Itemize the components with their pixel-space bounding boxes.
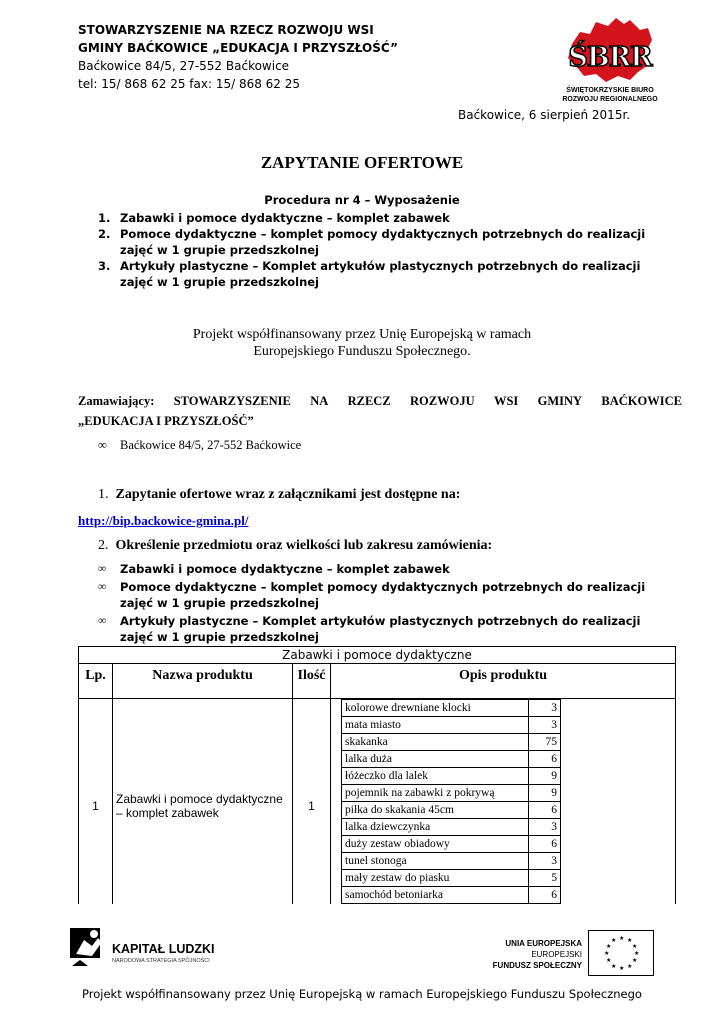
sbrr-logo-letters: ŚBRR	[568, 42, 652, 73]
procedure-item: 3. Artykuły plastyczne – Komplet artykułów plastycznych potrzebnych do realizacji zajęć w 1 grupie przedszkolnej	[98, 259, 641, 289]
project-statement: Projekt współfinansowany przez Unię Europejską w ramach Europejskiego Funduszu Społecznego.	[192, 327, 532, 359]
kapital-ludzki-subtitle: NARODOWA STRATEGIA SPÓJNOŚCI	[112, 958, 210, 964]
svg-text:★: ★	[619, 965, 625, 972]
ue-text: UNIA EUROPEJSKA EUROPEJSKI FUNDUSZ SPOŁECZNY	[492, 939, 582, 970]
products-table	[78, 646, 676, 914]
svg-text:★: ★	[606, 943, 612, 950]
svg-text:★: ★	[634, 950, 640, 957]
footer-text: Projekt współfinansowany przez Unię Europejską w ramach Europejskiego Funduszu Społecznego	[82, 987, 642, 1001]
table-caption: Zabawki i pomoce dydaktyczne	[79, 647, 676, 664]
item-row: mały zestaw do piasku 5	[342, 870, 561, 887]
sbrr-logo-caption: ŚWIĘTOKRZYSKIE BIURO ROZWOJU REGIONALNEGO	[562, 87, 658, 103]
section-1: 1. Zapytanie ofertowe wraz z załącznikami jest dostępne na:	[98, 487, 461, 502]
item-row: tunel stonoga 3	[342, 853, 561, 870]
item-row: pojemnik na zabawki z pokrywą 9	[342, 785, 561, 802]
scope-item: ∞ Artykuły plastyczne – Komplet artykułów plastycznych potrzebnych do realizacji zajęć w 1 grupie przedszkolnej	[98, 614, 641, 644]
procedure-item: 1. Zabawki i pomoce dydaktyczne – komplet zabawek	[98, 211, 450, 225]
item-row: lalka duża 6	[342, 751, 561, 768]
page-title: ZAPYTANIE OFERTOWE	[260, 153, 464, 172]
section-2: 2. Określenie przedmiotu oraz wielkości lub zakresu zamówienia:	[98, 538, 493, 553]
org-address: Baćkowice 84/5, 27-552 Baćkowice	[78, 59, 290, 73]
table-row: 1 Zabawki i pomoce dydaktyczne – komplet zabawek 1 kolorowe drewniane klocki 3 mata miasto 3 skakanka 75 lalka duża 6 łóżeczko dla lalek 9 pojemnik na zabawki z pokrywą 9 piłka do skakania 45cm 6 lalka dziewczynka 3 duży zestaw obiadowy 6 tunel stonoga 3 mały zestaw do piasku 5 samochód betoniarka 6	[79, 699, 676, 914]
kapital-ludzki-emblem	[68, 926, 108, 970]
ordering-party: Zamawiający: STOWARZYSZENIE NA RZECZ ROZWOJU WSI GMINY BAĆKOWICE „EDUKACJA I PRZYSZŁOŚĆ”	[78, 391, 682, 431]
svg-text:★: ★	[627, 937, 633, 944]
ordering-address: ∞ Baćkowice 84/5, 27-552 Baćkowice	[98, 438, 302, 452]
document-date: Baćkowice, 6 sierpień 2015r.	[458, 108, 631, 122]
svg-text:★: ★	[632, 957, 638, 964]
item-row: łóżeczko dla lalek 9	[342, 768, 561, 785]
header-name: Nazwa produktu	[113, 664, 293, 699]
svg-text:★: ★	[604, 950, 610, 957]
org-phone: tel: 15/ 868 62 25 fax: 15/ 868 62 25	[78, 77, 301, 91]
bip-link[interactable]: http://bip.backowice-gmina.pl/	[78, 513, 249, 528]
svg-text:★: ★	[632, 943, 638, 950]
eu-flag-icon	[588, 930, 654, 976]
svg-text:★: ★	[619, 935, 625, 942]
item-list	[341, 699, 561, 904]
svg-text:★: ★	[606, 957, 612, 964]
scope-item: ∞ Pomoce dydaktyczne – komplet pomocy dydaktycznych potrzebnych do realizacji zajęć w 1 grupie przedszkolnej	[98, 580, 646, 610]
org-name-line1: STOWARZYSZENIE NA RZECZ ROZWOJU WSI	[78, 23, 374, 37]
scope-list	[98, 561, 658, 647]
header-desc: Opis produktu	[331, 664, 676, 699]
kapital-ludzki-title: KAPITAŁ LUDZKI	[112, 942, 215, 956]
description-cell	[331, 699, 676, 914]
item-row: lalka dziewczynka 3	[342, 819, 561, 836]
header-lp: Lp.	[79, 664, 113, 699]
svg-text:★: ★	[627, 963, 633, 970]
scope-item: ∞ Zabawki i pomoce dydaktyczne – komplet zabawek	[98, 562, 450, 576]
org-name-line2: GMINY BAĆKOWICE „EDUKACJA I PRZYSZŁOŚĆ”	[78, 41, 399, 55]
ordering-label: Zamawiający:	[78, 394, 155, 408]
procedure-list	[98, 210, 658, 290]
item-row: skakanka 75	[342, 734, 561, 751]
item-row: duży zestaw obiadowy 6	[342, 836, 561, 853]
item-row: samochód betoniarka 6	[342, 887, 561, 904]
procedure-item: 2. Pomoce dydaktyczne – komplet pomocy dydaktycznych potrzebnych do realizacji zajęć w 1 grupie przedszkolnej	[98, 227, 646, 257]
svg-text:★: ★	[611, 937, 617, 944]
item-row: piłka do skakania 45cm 6	[342, 802, 561, 819]
svg-text:★: ★	[611, 963, 617, 970]
item-row: mata miasto 3	[342, 717, 561, 734]
header-qty: Ilość	[293, 664, 331, 699]
item-row: kolorowe drewniane klocki 3	[342, 700, 561, 717]
procedure-heading: Procedura nr 4 – Wyposażenie	[264, 193, 460, 207]
